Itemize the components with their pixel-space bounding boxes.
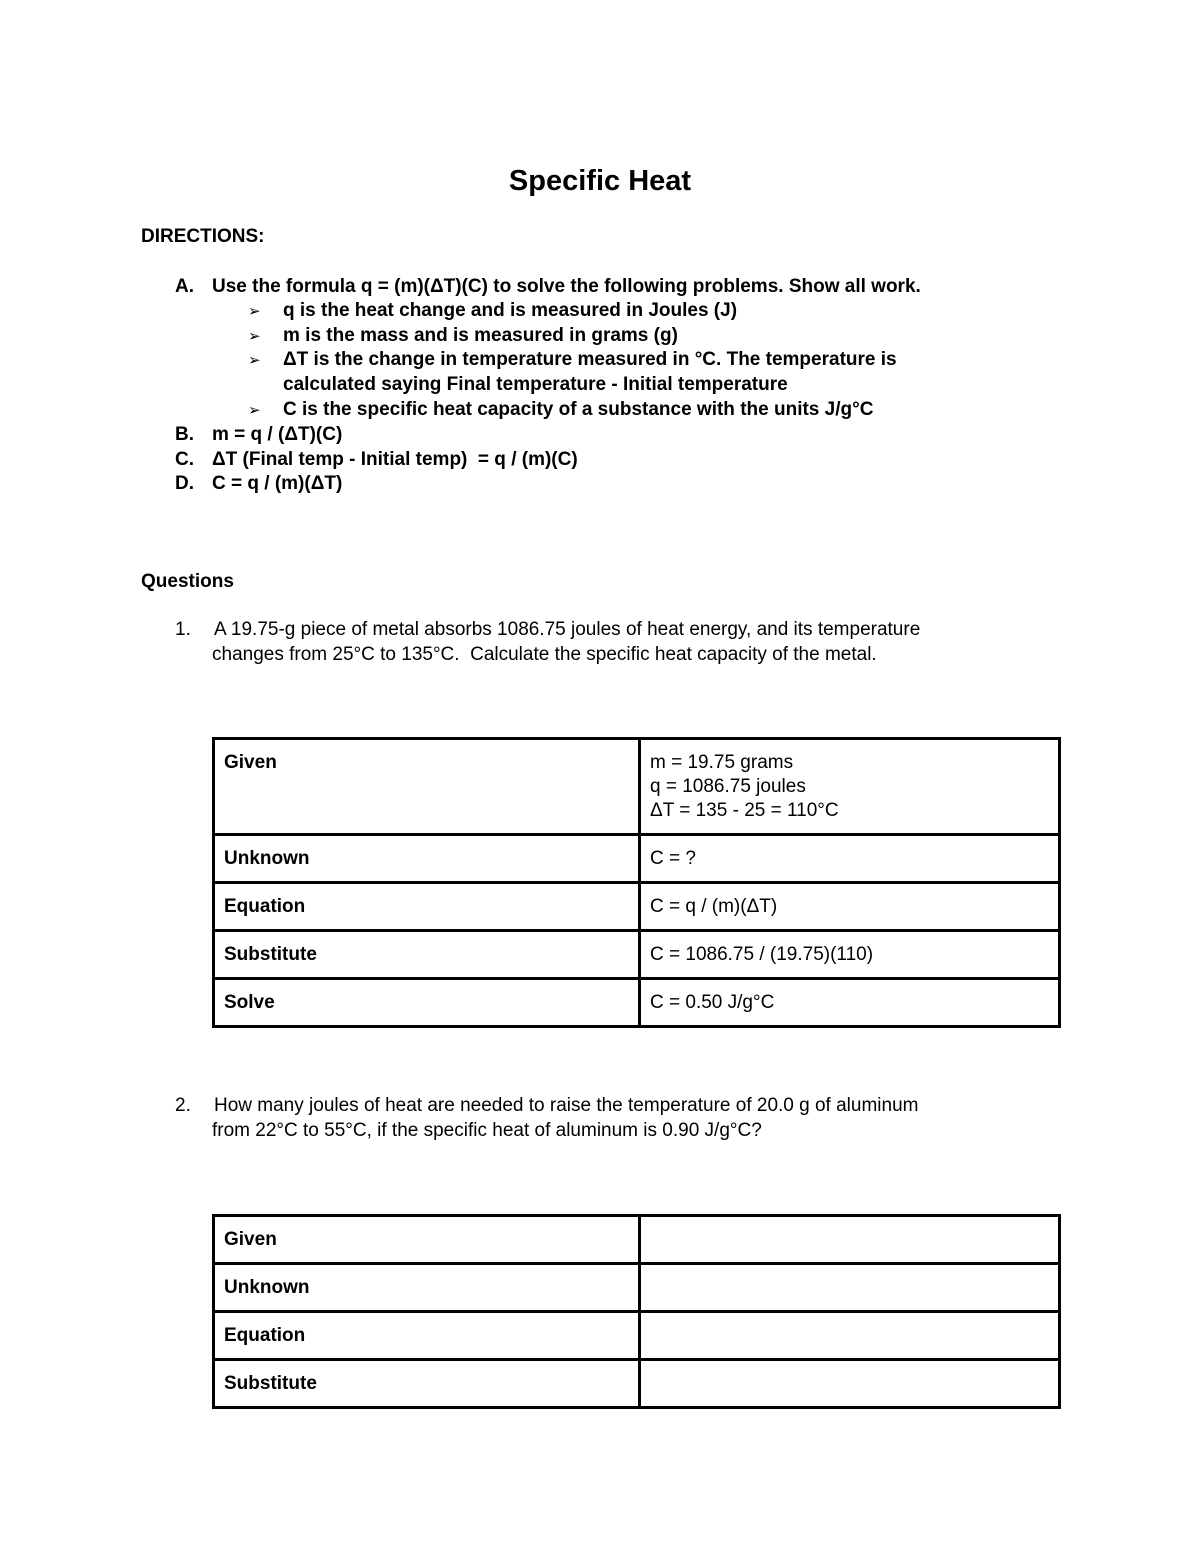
direction-a-bullet-m: m is the mass and is measured in grams (g) — [283, 325, 678, 346]
bullet-arrow-icon: ➢ — [248, 352, 261, 369]
direction-c-marker: C. — [175, 449, 194, 470]
substitute-label: Substitute — [214, 1360, 640, 1408]
question-2-line2: from 22°C to 55°C, if the specific heat of aluminum is 0.90 J/g°C? — [212, 1120, 762, 1141]
substitute-answer-cell[interactable] — [640, 1360, 1060, 1408]
table-row — [214, 979, 1060, 1027]
question-1-answer-table — [212, 737, 1061, 1028]
solve-value: C = 0.50 J/g°C — [640, 979, 1060, 1027]
equation-label: Equation — [214, 883, 640, 931]
given-mass: m = 19.75 grams — [650, 752, 794, 773]
table-row — [214, 1312, 1060, 1360]
direction-b-text: m = q / (ΔT)(C) — [212, 424, 343, 445]
table-row — [214, 739, 1060, 835]
bullet-arrow-icon: ➢ — [248, 328, 261, 345]
given-answer-cell[interactable] — [640, 1216, 1060, 1264]
given-delta-t: ΔT = 135 - 25 = 110°C — [650, 800, 839, 821]
page-title: Specific Heat — [508, 165, 692, 197]
table-row — [214, 1264, 1060, 1312]
direction-a-bullet-c: C is the specific heat capacity of a substance with the units J/g°C — [283, 399, 874, 420]
direction-a-bullet-dt-cont: calculated saying Final temperature - Initial temperature — [283, 374, 788, 395]
direction-c-text: ΔT (Final temp - Initial temp) = q / (m)(C) — [212, 449, 578, 470]
question-1-line1: A 19.75-g piece of metal absorbs 1086.75 joules of heat energy, and its temperature — [214, 619, 921, 640]
substitute-value: C = 1086.75 / (19.75)(110) — [640, 931, 1060, 979]
equation-answer-cell[interactable] — [640, 1312, 1060, 1360]
unknown-label: Unknown — [214, 1264, 640, 1312]
direction-a-bullet-dt: ΔT is the change in temperature measured in °C. The temperature is — [283, 349, 897, 370]
given-label: Given — [214, 1216, 640, 1264]
unknown-label: Unknown — [214, 835, 640, 883]
equation-value: C = q / (m)(ΔT) — [640, 883, 1060, 931]
direction-d-text: C = q / (m)(ΔT) — [212, 473, 343, 494]
unknown-answer-cell[interactable] — [640, 1264, 1060, 1312]
questions-heading: Questions — [141, 571, 234, 592]
direction-a-marker: A. — [175, 276, 194, 297]
given-heat: q = 1086.75 joules — [650, 776, 806, 797]
given-values — [640, 739, 1060, 835]
equation-label: Equation — [214, 1312, 640, 1360]
solve-label: Solve — [214, 979, 640, 1027]
unknown-value: C = ? — [640, 835, 1060, 883]
table-row — [214, 1216, 1060, 1264]
bullet-arrow-icon: ➢ — [248, 402, 261, 419]
question-2-number: 2. — [175, 1095, 191, 1116]
question-2-answer-table — [212, 1214, 1061, 1409]
table-row — [214, 883, 1060, 931]
table-row — [214, 835, 1060, 883]
bullet-arrow-icon: ➢ — [248, 303, 261, 320]
direction-a-bullet-q: q is the heat change and is measured in Joules (J) — [283, 300, 738, 321]
table-row — [214, 931, 1060, 979]
question-2-line1: How many joules of heat are needed to raise the temperature of 20.0 g of aluminum — [214, 1095, 919, 1116]
question-1-line2: changes from 25°C to 135°C. Calculate the specific heat capacity of the metal. — [212, 644, 877, 665]
direction-a-text: Use the formula q = (m)(ΔT)(C) to solve the following problems. Show all work. — [212, 276, 921, 297]
table-row — [214, 1360, 1060, 1408]
substitute-label: Substitute — [214, 931, 640, 979]
directions-heading: DIRECTIONS: — [141, 226, 265, 247]
direction-d-marker: D. — [175, 473, 194, 494]
direction-b-marker: B. — [175, 424, 194, 445]
given-label: Given — [214, 739, 640, 835]
question-1-number: 1. — [175, 619, 191, 640]
